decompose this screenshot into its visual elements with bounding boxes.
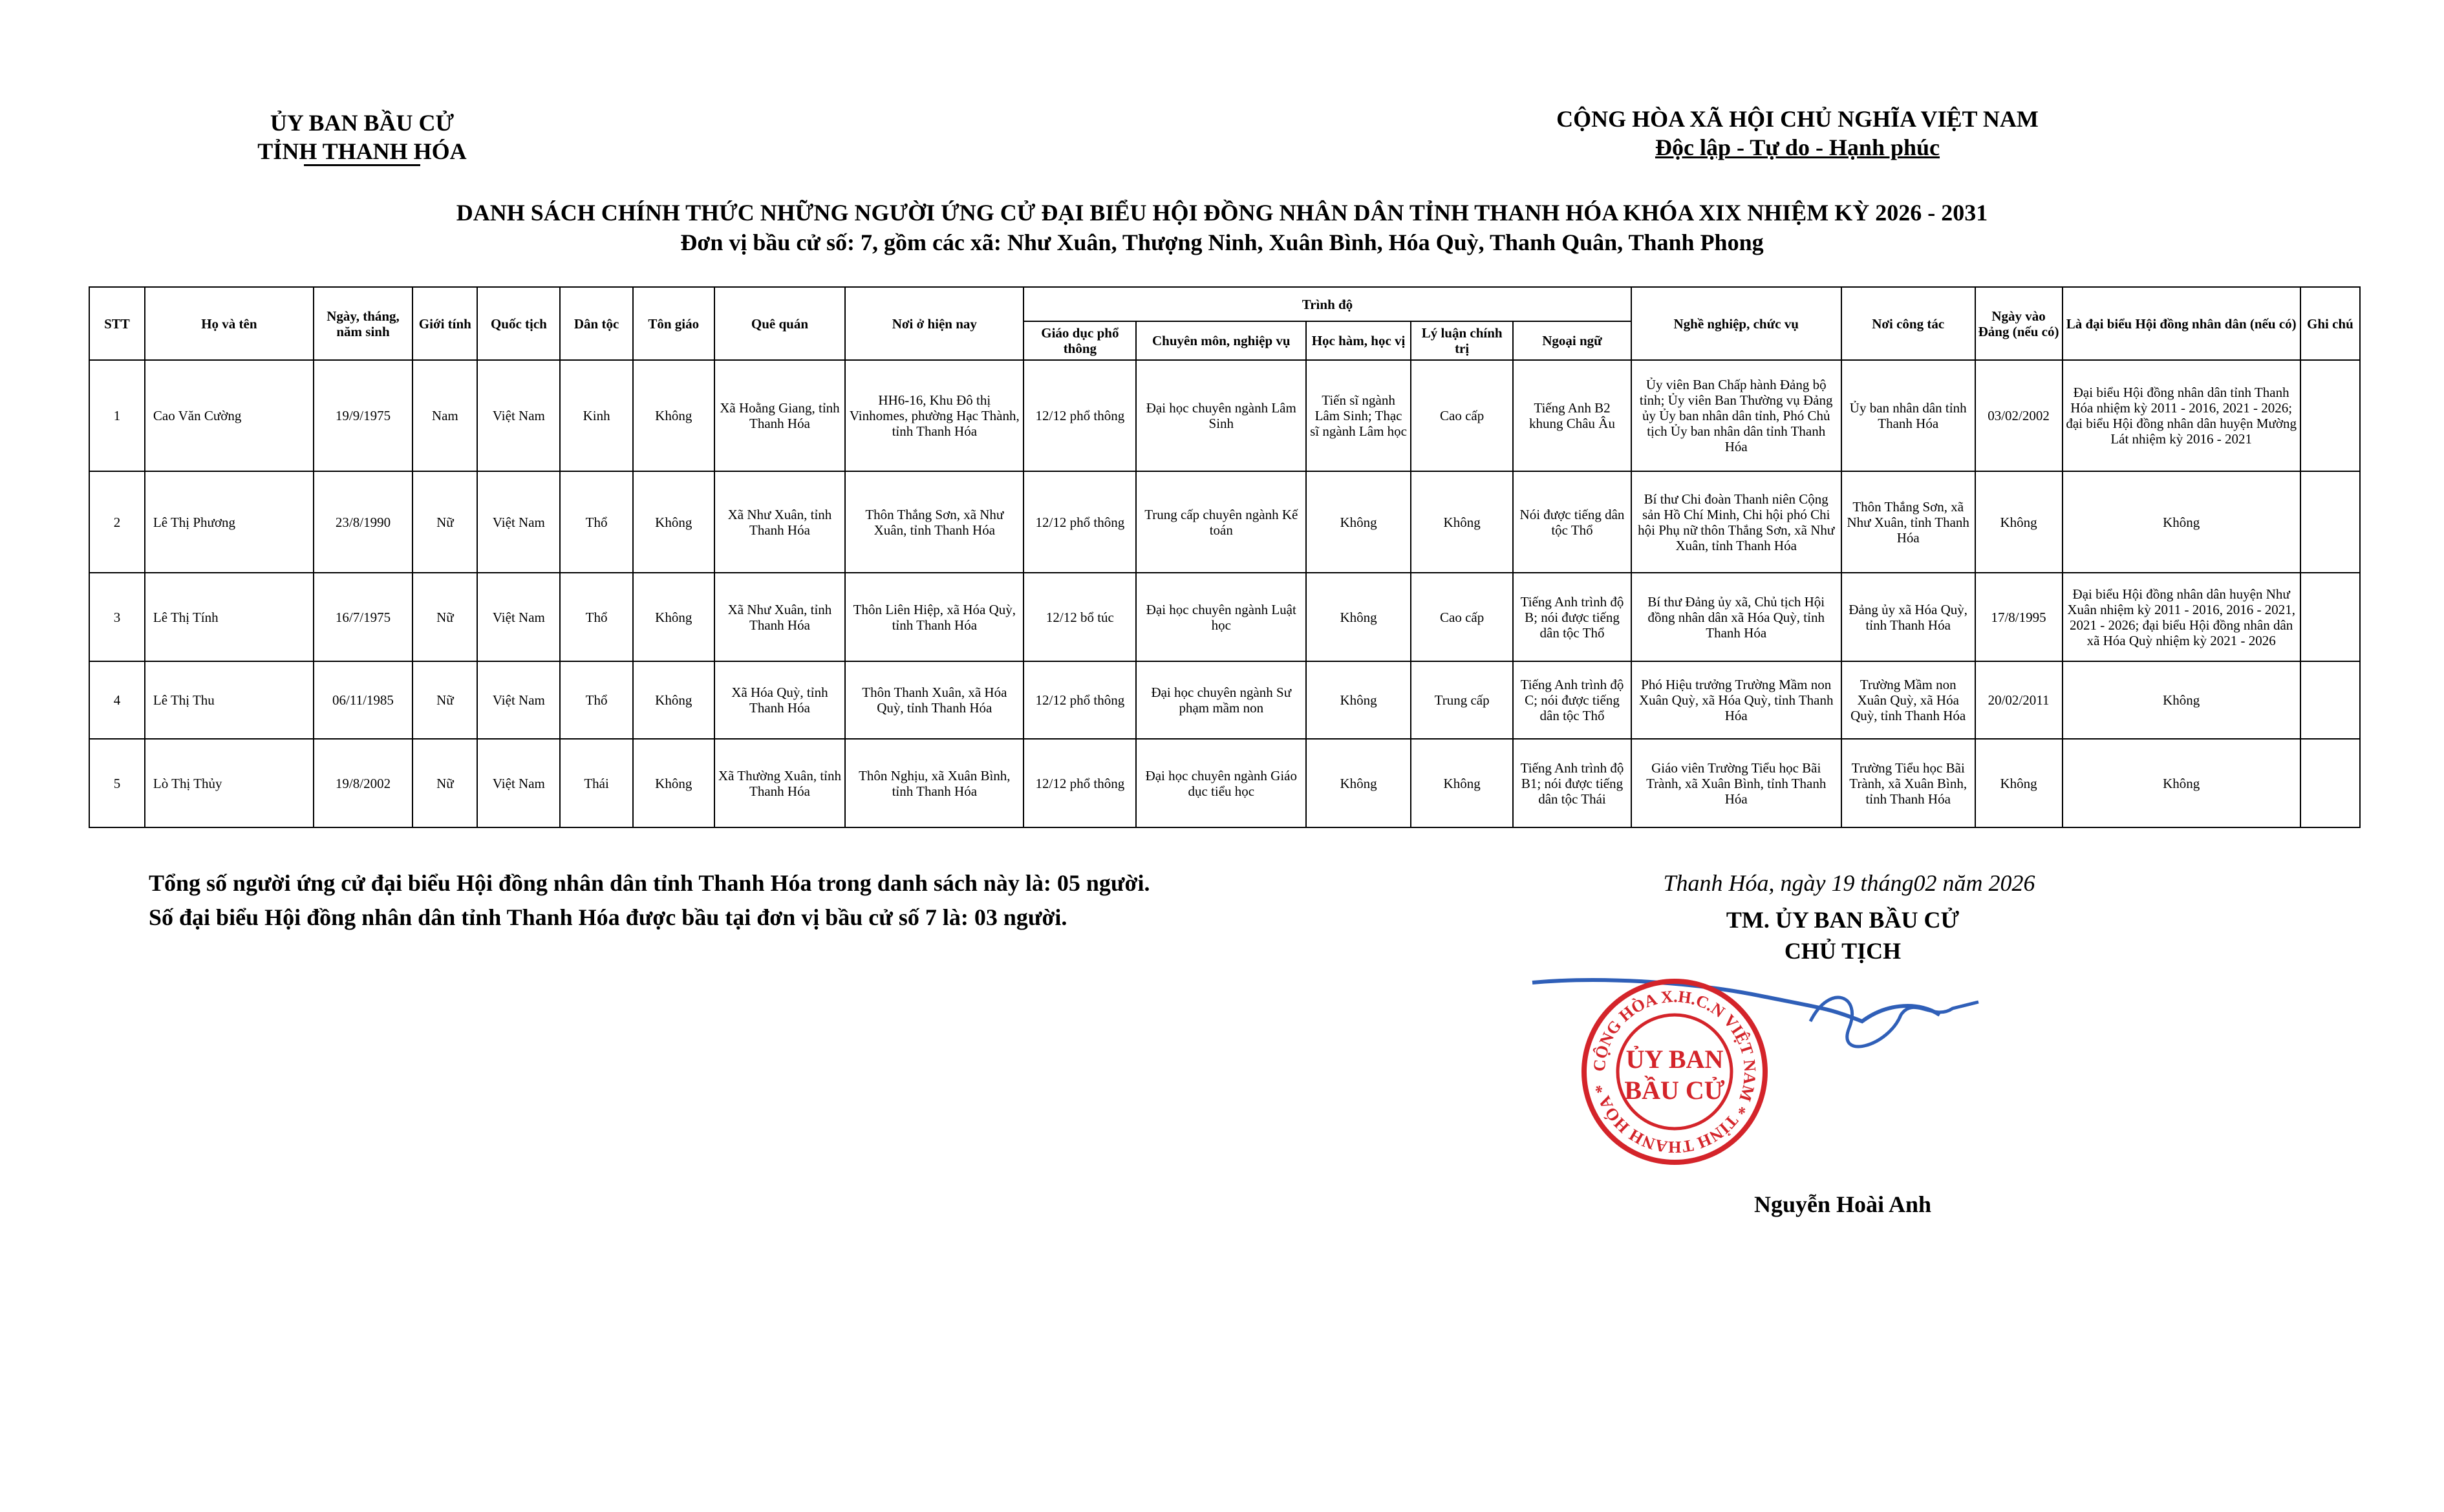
- document-subtitle: Đơn vị bầu cử số: 7, gồm các xã: Như Xuân, Thượng Ninh, Xuân Bình, Hóa Quỳ, Thanh Quân, Thanh Phong: [680, 229, 1764, 255]
- header-name: Họ và tên: [145, 287, 314, 360]
- cell-gender: Nữ: [413, 661, 477, 739]
- cell-edu-degree: Tiến sĩ ngành Lâm Sinh; Thạc sĩ ngành Lâm học: [1306, 360, 1411, 471]
- cell-gender: Nữ: [413, 471, 477, 573]
- cell-nationality: Việt Nam: [477, 661, 560, 739]
- document-title: DANH SÁCH CHÍNH THỨC NHỮNG NGƯỜI ỨNG CỬ ĐẠI BIỂU HỘI ĐỒNG NHÂN DÂN TỈNH THANH HÓA KHÓA XIX NHIỆM KỲ 2026 - 2031: [456, 200, 1988, 226]
- header-edu-major: Chuyên môn, nghiệp vụ: [1136, 321, 1306, 360]
- signer-position: CHỦ TỊCH: [1784, 938, 1902, 964]
- cell-name: Lê Thị Phương: [145, 471, 314, 573]
- cell-party-date: 17/8/1995: [1975, 573, 2063, 661]
- cell-residence: HH6-16, Khu Đô thị Vinhomes, phường Hạc Thành, tỉnh Thanh Hóa: [845, 360, 1024, 471]
- table-row: [89, 573, 2360, 661]
- cell-nationality: Việt Nam: [477, 573, 560, 661]
- cell-hometown: Xã Hoằng Giang, tỉnh Thanh Hóa: [714, 360, 846, 471]
- motto-block: [1506, 105, 2088, 162]
- cell-delegate: Đại biểu Hội đồng nhân dân huyện Như Xuân nhiệm kỳ 2011 - 2016, 2016 - 2021, 2021 - 2026; đại biểu Hội đồng nhân dân xã Hóa Quỳ nhiệm kỳ 2021 - 2026: [2063, 573, 2300, 661]
- cell-edu-political: Trung cấp: [1411, 661, 1514, 739]
- header-edu-language: Ngoại ngữ: [1513, 321, 1631, 360]
- cell-workplace: Trường Tiểu học Bãi Trành, xã Xuân Bình, tỉnh Thanh Hóa: [1841, 739, 1975, 827]
- cell-edu-major: Trung cấp chuyên ngành Kế toán: [1136, 471, 1306, 573]
- cell-delegate: Đại biểu Hội đồng nhân dân tỉnh Thanh Hóa nhiệm kỳ 2011 - 2016, 2021 - 2026; đại biểu Hội đồng nhân dân huyện Mường Lát nhiệm kỳ 2016 - 2021: [2063, 360, 2300, 471]
- header-edu-general: Giáo dục phổ thông: [1024, 321, 1136, 360]
- cell-ethnicity: Thái: [560, 739, 633, 827]
- header-party-date: Ngày vào Đảng (nếu có): [1975, 287, 2063, 360]
- candidate-table: [89, 286, 2361, 828]
- cell-hometown: Xã Thường Xuân, tỉnh Thanh Hóa: [714, 739, 846, 827]
- stamp-ring-text: CỘNG HÒA X.H.C.N VIỆT NAM * TỈNH THANH HÓA *: [1589, 986, 1760, 1157]
- cell-gender: Nữ: [413, 573, 477, 661]
- cell-gender: Nam: [413, 360, 477, 471]
- signature-flourish: [1810, 997, 1978, 1047]
- table-row: [89, 471, 2360, 573]
- cell-name: Lê Thị Thu: [145, 661, 314, 739]
- header-education: Trình độ: [1024, 287, 1631, 321]
- cell-edu-political: Cao cấp: [1411, 360, 1514, 471]
- cell-dob: 16/7/1975: [314, 573, 413, 661]
- header-nationality: Quốc tịch: [477, 287, 560, 360]
- cell-religion: Không: [633, 573, 714, 661]
- cell-edu-general: 12/12 phổ thông: [1024, 739, 1136, 827]
- elected-count-text: Số đại biểu Hội đồng nhân dân tỉnh Thanh Hóa được bầu tại đơn vị bầu cử số 7 là: 03 người.: [149, 904, 1067, 930]
- cell-dob: 19/8/2002: [314, 739, 413, 827]
- cell-edu-language: Nói được tiếng dân tộc Thổ: [1513, 471, 1631, 573]
- cell-note: [2300, 573, 2360, 661]
- cell-religion: Không: [633, 471, 714, 573]
- header-occupation: Nghề nghiệp, chức vụ: [1631, 287, 1841, 360]
- stamp-center-line1: ỦY BAN: [1625, 1045, 1724, 1074]
- place-date: Thanh Hóa, ngày 19 tháng02 năm 2026: [1663, 870, 2035, 896]
- cell-edu-major: Đại học chuyên ngành Luật học: [1136, 573, 1306, 661]
- cell-stt: 5: [89, 739, 145, 827]
- cell-stt: 2: [89, 471, 145, 573]
- stamp-center-line2: BẦU CỬ: [1624, 1076, 1725, 1105]
- cell-edu-language: Tiếng Anh trình độ C; nói được tiếng dân tộc Thổ: [1513, 661, 1631, 739]
- cell-delegate: Không: [2063, 739, 2300, 827]
- cell-residence: Thôn Thanh Xuân, xã Hóa Quỳ, tỉnh Thanh Hóa: [845, 661, 1024, 739]
- cell-note: [2300, 661, 2360, 739]
- cell-religion: Không: [633, 661, 714, 739]
- cell-stt: 4: [89, 661, 145, 739]
- cell-edu-major: Đại học chuyên ngành Lâm Sinh: [1136, 360, 1306, 471]
- total-candidates-text: Tổng số người ứng cử đại biểu Hội đồng nhân dân tỉnh Thanh Hóa trong danh sách này là: 05 người.: [149, 870, 1150, 896]
- cell-ethnicity: Thổ: [560, 471, 633, 573]
- cell-party-date: Không: [1975, 471, 2063, 573]
- signer-name: Nguyễn Hoài Anh: [1753, 1191, 1932, 1217]
- cell-dob: 19/9/1975: [314, 360, 413, 471]
- issuer-underline: [304, 164, 420, 166]
- issuer-line2: TỈNH THANH HÓA: [257, 138, 467, 164]
- cell-gender: Nữ: [413, 739, 477, 827]
- cell-ethnicity: Thổ: [560, 573, 633, 661]
- cell-edu-language: Tiếng Anh B2 khung Châu Âu: [1513, 360, 1631, 471]
- header-workplace: Nơi công tác: [1841, 287, 1975, 360]
- cell-delegate: Không: [2063, 471, 2300, 573]
- motto: Độc lập - Tự do - Hạnh phúc: [1655, 134, 1940, 160]
- cell-name: Cao Văn Cường: [145, 360, 314, 471]
- header-dob: Ngày, tháng, năm sinh: [314, 287, 413, 360]
- header-note: Ghi chú: [2300, 287, 2360, 360]
- cell-residence: Thôn Nghịu, xã Xuân Bình, tỉnh Thanh Hóa: [845, 739, 1024, 827]
- cell-edu-language: Tiếng Anh trình độ B1; nói được tiếng dân tộc Thái: [1513, 739, 1631, 827]
- country-name: CỘNG HÒA XÃ HỘI CHỦ NGHĨA VIỆT NAM: [1556, 106, 2039, 132]
- header-ethnicity: Dân tộc: [560, 287, 633, 360]
- table-row: [89, 360, 2360, 471]
- header-hometown: Quê quán: [714, 287, 846, 360]
- cell-stt: 3: [89, 573, 145, 661]
- cell-residence: Thôn Liên Hiệp, xã Hóa Quỳ, tỉnh Thanh Hóa: [845, 573, 1024, 661]
- cell-name: Lò Thị Thủy: [145, 739, 314, 827]
- cell-edu-degree: Không: [1306, 739, 1411, 827]
- cell-edu-degree: Không: [1306, 661, 1411, 739]
- cell-party-date: 20/02/2011: [1975, 661, 2063, 739]
- cell-edu-political: Không: [1411, 739, 1514, 827]
- table-row: [89, 661, 2360, 739]
- header-edu-political: Lý luận chính trị: [1411, 321, 1514, 360]
- cell-workplace: Trường Mầm non Xuân Quỳ, xã Hóa Quỳ, tỉnh Thanh Hóa: [1841, 661, 1975, 739]
- cell-hometown: Xã Hóa Quỳ, tỉnh Thanh Hóa: [714, 661, 846, 739]
- cell-residence: Thôn Thắng Sơn, xã Như Xuân, tỉnh Thanh Hóa: [845, 471, 1024, 573]
- cell-party-date: 03/02/2002: [1975, 360, 2063, 471]
- cell-hometown: Xã Như Xuân, tỉnh Thanh Hóa: [714, 573, 846, 661]
- cell-occupation: Bí thư Chi đoàn Thanh niên Cộng sản Hồ Chí Minh, Chi hội phó Chi hội Phụ nữ thôn Thắng Sơn, xã Như Xuân, tỉnh Thanh Hóa: [1631, 471, 1841, 573]
- issuer-block: [213, 109, 511, 165]
- cell-edu-language: Tiếng Anh trình độ B; nói được tiếng dân tộc Thổ: [1513, 573, 1631, 661]
- cell-workplace: Đảng ủy xã Hóa Quỳ, tỉnh Thanh Hóa: [1841, 573, 1975, 661]
- cell-delegate: Không: [2063, 661, 2300, 739]
- issuer-line1: ỦY BAN BẦU CỬ: [270, 110, 455, 136]
- cell-nationality: Việt Nam: [477, 360, 560, 471]
- cell-name: Lê Thị Tính: [145, 573, 314, 661]
- cell-occupation: Phó Hiệu trưởng Trường Mầm non Xuân Quỳ, xã Hóa Quỳ, tỉnh Thanh Hóa: [1631, 661, 1841, 739]
- cell-ethnicity: Kinh: [560, 360, 633, 471]
- cell-stt: 1: [89, 360, 145, 471]
- cell-workplace: Ủy ban nhân dân tỉnh Thanh Hóa: [1841, 360, 1975, 471]
- header-religion: Tôn giáo: [633, 287, 714, 360]
- cell-edu-general: 12/12 bổ túc: [1024, 573, 1136, 661]
- cell-edu-degree: Không: [1306, 471, 1411, 573]
- cell-note: [2300, 360, 2360, 471]
- cell-edu-political: Cao cấp: [1411, 573, 1514, 661]
- cell-edu-general: 12/12 phổ thông: [1024, 471, 1136, 573]
- cell-dob: 06/11/1985: [314, 661, 413, 739]
- header-stt: STT: [89, 287, 145, 360]
- cell-workplace: Thôn Thắng Sơn, xã Như Xuân, tỉnh Thanh Hóa: [1841, 471, 1975, 573]
- cell-edu-major: Đại học chuyên ngành Giáo dục tiểu học: [1136, 739, 1306, 827]
- cell-party-date: Không: [1975, 739, 2063, 827]
- header-edu-degree: Học hàm, học vị: [1306, 321, 1411, 360]
- cell-occupation: Giáo viên Trường Tiểu học Bãi Trành, xã Xuân Bình, tỉnh Thanh Hóa: [1631, 739, 1841, 827]
- header-gender: Giới tính: [413, 287, 477, 360]
- header-residence: Nơi ở hiện nay: [845, 287, 1024, 360]
- cell-dob: 23/8/1990: [314, 471, 413, 573]
- cell-edu-degree: Không: [1306, 573, 1411, 661]
- cell-edu-major: Đại học chuyên ngành Sư phạm mầm non: [1136, 661, 1306, 739]
- cell-nationality: Việt Nam: [477, 471, 560, 573]
- cell-hometown: Xã Như Xuân, tỉnh Thanh Hóa: [714, 471, 846, 573]
- cell-ethnicity: Thổ: [560, 661, 633, 739]
- cell-edu-general: 12/12 phổ thông: [1024, 360, 1136, 471]
- cell-edu-political: Không: [1411, 471, 1514, 573]
- cell-nationality: Việt Nam: [477, 739, 560, 827]
- table-row: [89, 739, 2360, 827]
- cell-occupation: Ủy viên Ban Chấp hành Đảng bộ tỉnh; Ủy viên Ban Thường vụ Đảng ủy Ủy ban nhân dân tỉnh, Phó Chủ tịch Ủy ban nhân dân tỉnh Thanh Hóa: [1631, 360, 1841, 471]
- cell-religion: Không: [633, 739, 714, 827]
- header-delegate: Là đại biểu Hội đồng nhân dân (nếu có): [2063, 287, 2300, 360]
- cell-note: [2300, 471, 2360, 573]
- cell-occupation: Bí thư Đảng ủy xã, Chủ tịch Hội đồng nhân dân xã Hóa Quỳ, tỉnh Thanh Hóa: [1631, 573, 1841, 661]
- cell-edu-general: 12/12 phổ thông: [1024, 661, 1136, 739]
- cell-religion: Không: [633, 360, 714, 471]
- cell-note: [2300, 739, 2360, 827]
- official-stamp: [1526, 957, 1991, 1177]
- on-behalf-title: TM. ỦY BAN BẦU CỬ: [1726, 907, 1960, 933]
